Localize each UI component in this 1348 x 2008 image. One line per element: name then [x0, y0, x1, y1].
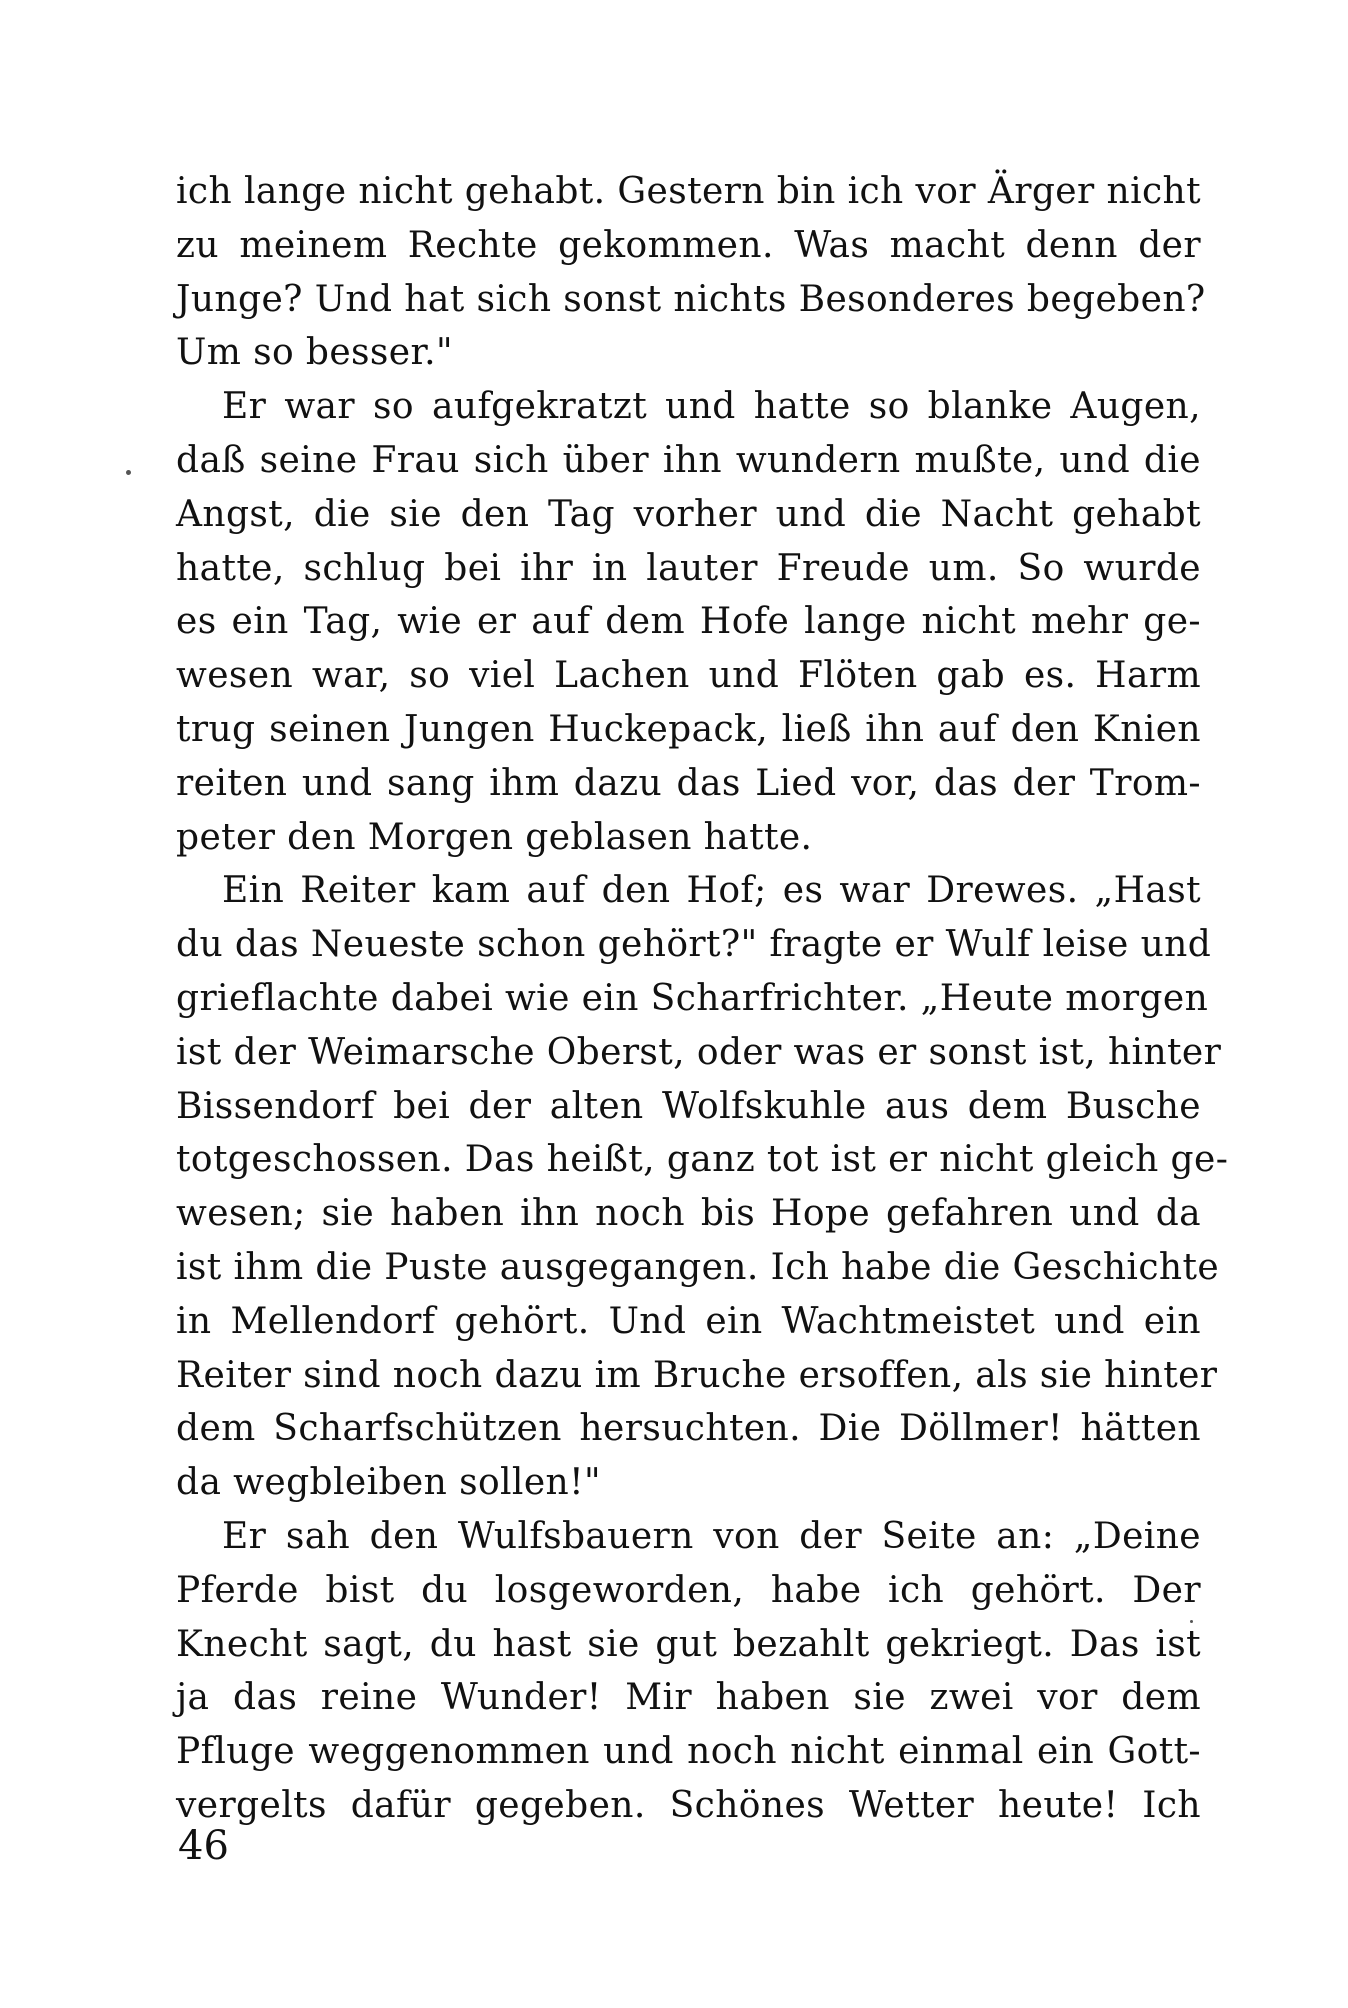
text-line: es ein Tag, wie er auf dem Hofe lange nicht mehr ge- — [176, 601, 1201, 643]
text-line: Junge? Und hat sich sonst nichts Besonderes begeben? — [176, 278, 1206, 320]
text-line: ist ihm die Puste ausgegangen. Ich habe die Geschichte — [176, 1246, 1220, 1288]
text-line: peter den Morgen geblasen hatte. — [176, 816, 813, 858]
margin-speck — [1190, 1620, 1193, 1623]
text-line: Um so besser." — [176, 332, 453, 374]
body-text — [176, 165, 1229, 1833]
text-line: wesen; sie haben ihn noch bis Hope gefahren und da — [176, 1193, 1201, 1235]
text-line: Pfluge weggenommen und noch nicht einmal ein Gott- — [176, 1731, 1201, 1773]
text-line: Er sah den Wulfsbauern von der Seite an: „Deine — [222, 1515, 1201, 1557]
text-line: reiten und sang ihm dazu das Lied vor, das der Trom- — [176, 762, 1201, 804]
text-line: trug seinen Jungen Huckepack, ließ ihn auf den Knien — [176, 708, 1201, 750]
text-line: du das Neueste schon gehört?" fragte er Wulf leise und — [176, 924, 1212, 966]
text-line: ich lange nicht gehabt. Gestern bin ich vor Ärger nicht — [176, 171, 1201, 212]
text-line: Pferde bist du losgeworden, habe ich gehört. Der — [176, 1569, 1201, 1611]
margin-speck — [126, 470, 131, 475]
text-line: Er war so aufgekratzt und hatte so blanke Augen, — [222, 386, 1201, 428]
text-line: Bissendorf bei der alten Wolfskuhle aus dem Busche — [176, 1085, 1201, 1127]
text-line: ja das reine Wunder! Mir haben sie zwei vor dem — [176, 1677, 1201, 1719]
text-line: hatte, schlug bei ihr in lauter Freude um. So wurde — [176, 547, 1201, 589]
text-line: dem Scharfschützen hersuchten. Die Döllmer! hätten — [176, 1408, 1201, 1450]
text-line: Ein Reiter kam auf den Hof; es war Drewes. „Hast — [222, 870, 1201, 912]
text-line: da wegbleiben sollen!" — [176, 1462, 601, 1504]
text-line: vergelts dafür gegeben. Schönes Wetter heute! Ich — [176, 1784, 1201, 1826]
text-line: ist der Weimarsche Oberst, oder was er sonst ist, hinter — [176, 1031, 1222, 1073]
text-line: grieflachte dabei wie ein Scharfrichter. „Heute morgen — [176, 977, 1209, 1019]
text-line: Reiter sind noch dazu im Bruche ersoffen, als sie hinter — [176, 1354, 1218, 1396]
text-line: wesen war, so viel Lachen und Flöten gab es. Harm — [176, 655, 1201, 697]
page-number: 46 — [178, 1823, 229, 1869]
text-line: Angst, die sie den Tag vorher und die Nacht gehabt — [176, 493, 1201, 535]
text-line: Knecht sagt, du hast sie gut bezahlt gekriegt. Das ist — [176, 1623, 1201, 1665]
text-line: totgeschossen. Das heißt, ganz tot ist er nicht gleich ge- — [176, 1139, 1229, 1181]
text-line: zu meinem Rechte gekommen. Was macht denn der — [176, 224, 1201, 266]
text-line: daß seine Frau sich über ihn wundern mußte, und die — [176, 439, 1201, 481]
text-line: in Mellendorf gehört. Und ein Wachtmeistet und ein — [176, 1300, 1201, 1342]
